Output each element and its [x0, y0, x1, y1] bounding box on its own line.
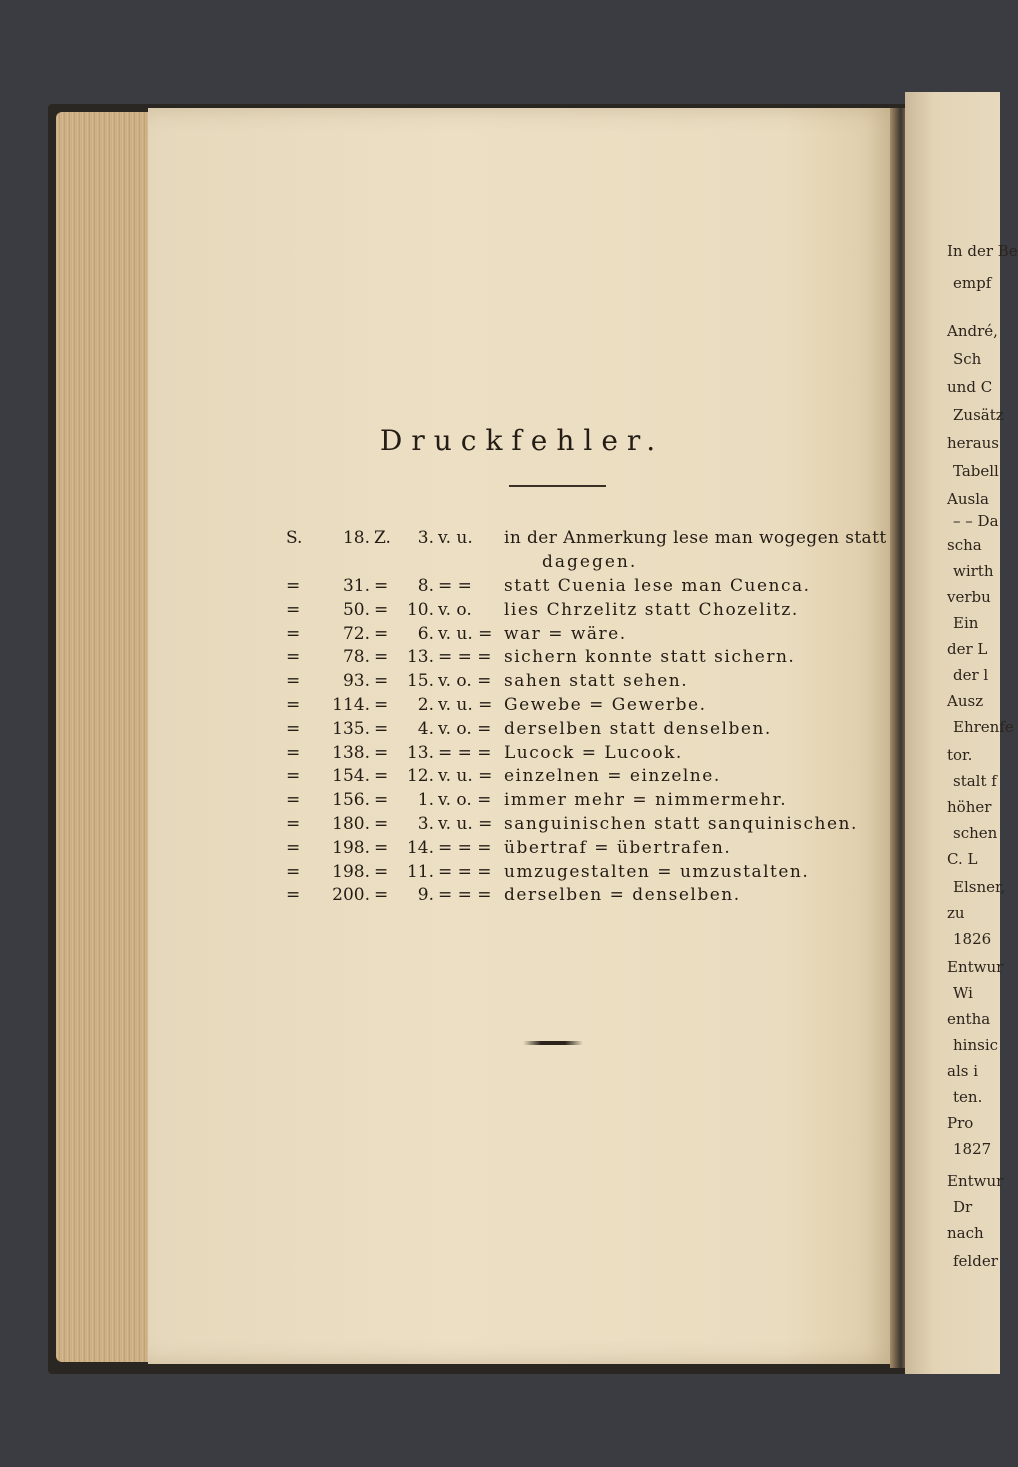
page-abbrev: = — [286, 814, 301, 834]
facing-page-line: – – Da — [953, 512, 999, 530]
facing-page-line: ten. — [953, 1088, 983, 1106]
line-abbrev: = — [374, 837, 389, 858]
page-abbrev: = — [286, 718, 301, 739]
line-number: 2. — [417, 695, 434, 715]
facing-page-line: höher — [947, 798, 992, 816]
correction-text: Gewebe = Gewerbe. — [504, 695, 707, 715]
line-number: 14. — [406, 837, 434, 858]
line-number: 13. — [406, 647, 434, 668]
direction: v. u. = — [438, 766, 493, 787]
line-abbrev: = — [374, 885, 389, 906]
correction-text: übertraf = übertrafen. — [504, 837, 732, 858]
facing-page-line: 1826 — [953, 930, 992, 948]
line-abbrev: = — [374, 742, 389, 763]
page-number: 31. — [342, 576, 370, 596]
facing-page-line: André, — [947, 322, 998, 340]
line-number: 10. — [406, 599, 434, 620]
facing-page-line: empf — [953, 274, 992, 292]
direction: = = — [438, 576, 472, 596]
facing-page-line: Wi — [953, 984, 973, 1002]
line-abbrev: = — [374, 623, 389, 644]
page-number: 135. — [332, 718, 370, 739]
correction-text: war = wäre. — [504, 623, 627, 644]
line-number: 12. — [406, 766, 434, 787]
correction-text: in der Anmerkung lese man wogegen statt — [504, 528, 887, 548]
facing-page-line: Ein — [953, 614, 979, 632]
line-abbrev: = — [374, 695, 389, 715]
correction-text: sichern konnte statt sichern. — [504, 647, 796, 668]
line-number: 6. — [417, 623, 434, 644]
facing-page-line: Pro — [947, 1114, 974, 1132]
page-abbrev: = — [286, 837, 301, 858]
page-abbrev: = — [286, 647, 301, 668]
page-number: 114. — [332, 695, 370, 715]
correction-text: einzelnen = einzelne. — [504, 766, 721, 787]
line-number: 15. — [406, 671, 434, 692]
facing-page-line: scha — [947, 536, 982, 554]
correction-text: sahen statt sehen. — [504, 671, 689, 692]
page-edges — [56, 112, 152, 1362]
line-number: 3. — [417, 814, 434, 834]
page-number: 198. — [332, 837, 370, 858]
page-abbrev: = — [286, 790, 301, 811]
page-abbrev: = — [286, 671, 301, 692]
facing-page-line: Tabell — [953, 462, 999, 480]
facing-page-line: Ehrenfe — [953, 718, 1014, 736]
facing-page-line: Dr — [953, 1198, 973, 1216]
facing-page-line: stalt f — [953, 772, 997, 790]
line-number: 13. — [406, 742, 434, 763]
facing-page — [905, 92, 1018, 1374]
line-number: 4. — [417, 718, 434, 739]
correction-text: derselben = denselben. — [504, 885, 741, 906]
facing-page-line: Ausla — [947, 490, 989, 508]
facing-page-line: der l — [953, 666, 989, 684]
line-abbrev: = — [374, 861, 389, 882]
line-abbrev: = — [374, 599, 389, 620]
line-abbrev: = — [374, 576, 389, 596]
line-abbrev: = — [374, 671, 389, 692]
page-number: 72. — [342, 623, 370, 644]
facing-page-line: und C — [947, 378, 993, 396]
facing-page-line: Ausz — [947, 692, 984, 710]
page-abbrev: = — [286, 695, 301, 715]
direction: v. o. = — [438, 671, 492, 692]
facing-page-line: zu — [947, 904, 965, 922]
facing-page-line: heraus — [947, 434, 1000, 452]
facing-page-line: entha — [947, 1010, 991, 1028]
page-abbrev: = — [286, 599, 301, 620]
facing-page-line: Entwur — [947, 1172, 1004, 1190]
direction: v. u. — [438, 528, 473, 548]
page-number: 198. — [332, 861, 370, 882]
correction-text: lies Chrzelitz statt Chozelitz. — [504, 599, 799, 620]
page-number: 156. — [332, 790, 370, 811]
facing-page-line: der L — [947, 640, 988, 658]
facing-page-line: 1827 — [953, 1140, 992, 1158]
direction: = = = — [438, 861, 492, 882]
page-abbrev: = — [286, 766, 301, 787]
facing-page-line: tor. — [947, 746, 973, 764]
direction: v. u. = — [438, 814, 493, 834]
page-abbrev: = — [286, 576, 301, 596]
page-number: 93. — [342, 671, 370, 692]
facing-page-line: schen — [953, 824, 998, 842]
facing-page-line: Entwur — [947, 958, 1004, 976]
facing-page-line: C. L — [947, 850, 978, 868]
direction: v. o. = — [438, 718, 492, 739]
page-number: 138. — [332, 742, 370, 763]
page-number: 200. — [332, 885, 370, 906]
facing-page-line: nach — [947, 1224, 984, 1242]
line-number: 3. — [417, 528, 434, 548]
facing-page-line: Elsner, — [953, 878, 1006, 896]
facing-page-line: hinsic — [953, 1036, 999, 1054]
correction-text: Lucock = Lucook. — [504, 742, 683, 763]
direction: v. u. = — [438, 695, 493, 715]
page-abbrev: = — [286, 885, 301, 906]
correction-text: sanguinischen statt sanquinischen. — [504, 814, 858, 834]
facing-page-line: als i — [947, 1062, 979, 1080]
direction: = = = — [438, 837, 492, 858]
direction: v. o. — [438, 599, 472, 620]
correction-text: derselben statt denselben. — [504, 718, 772, 739]
direction: = = = — [438, 647, 492, 668]
line-abbrev: = — [374, 790, 389, 811]
facing-page-line: wirth — [953, 562, 994, 580]
page-abbrev: = — [286, 742, 301, 763]
page-abbrev: = — [286, 623, 301, 644]
line-abbrev: = — [374, 814, 389, 834]
title-rule — [509, 485, 606, 487]
ornament-rule — [523, 1041, 583, 1045]
direction: = = = — [438, 885, 492, 906]
facing-page-line: In der Be — [947, 242, 1018, 260]
facing-page-line: Zusätz — [953, 406, 1004, 424]
page-abbrev: = — [286, 861, 301, 882]
direction: v. o. = — [438, 790, 492, 811]
line-number: 11. — [406, 861, 434, 882]
line-number: 8. — [417, 576, 434, 596]
direction: = = = — [438, 742, 492, 763]
page-number: 78. — [342, 647, 370, 668]
facing-page-line: felder — [953, 1252, 998, 1270]
direction: v. u. = — [438, 623, 493, 644]
page-number: 154. — [332, 766, 370, 787]
correction-text: immer mehr = nimmermehr. — [504, 790, 788, 811]
line-abbrev: Z. — [374, 528, 391, 548]
correction-text: statt Cuenia lese man Cuenca. — [504, 576, 811, 596]
facing-page-line: verbu — [947, 588, 991, 606]
line-abbrev: = — [374, 766, 389, 787]
page-number: 18. — [342, 528, 370, 548]
page-abbrev: S. — [286, 528, 303, 548]
page-number: 180. — [332, 814, 370, 834]
line-number: 1. — [417, 790, 434, 811]
correction-text: umzugestalten = umzustalten. — [504, 861, 810, 882]
facing-page-line: Sch — [953, 350, 982, 368]
line-number: 9. — [417, 885, 434, 906]
page-title: Druckfehler. — [379, 424, 665, 457]
page-number: 50. — [342, 599, 370, 620]
line-abbrev: = — [374, 718, 389, 739]
line-abbrev: = — [374, 647, 389, 668]
correction-continuation: dagegen. — [542, 552, 638, 572]
